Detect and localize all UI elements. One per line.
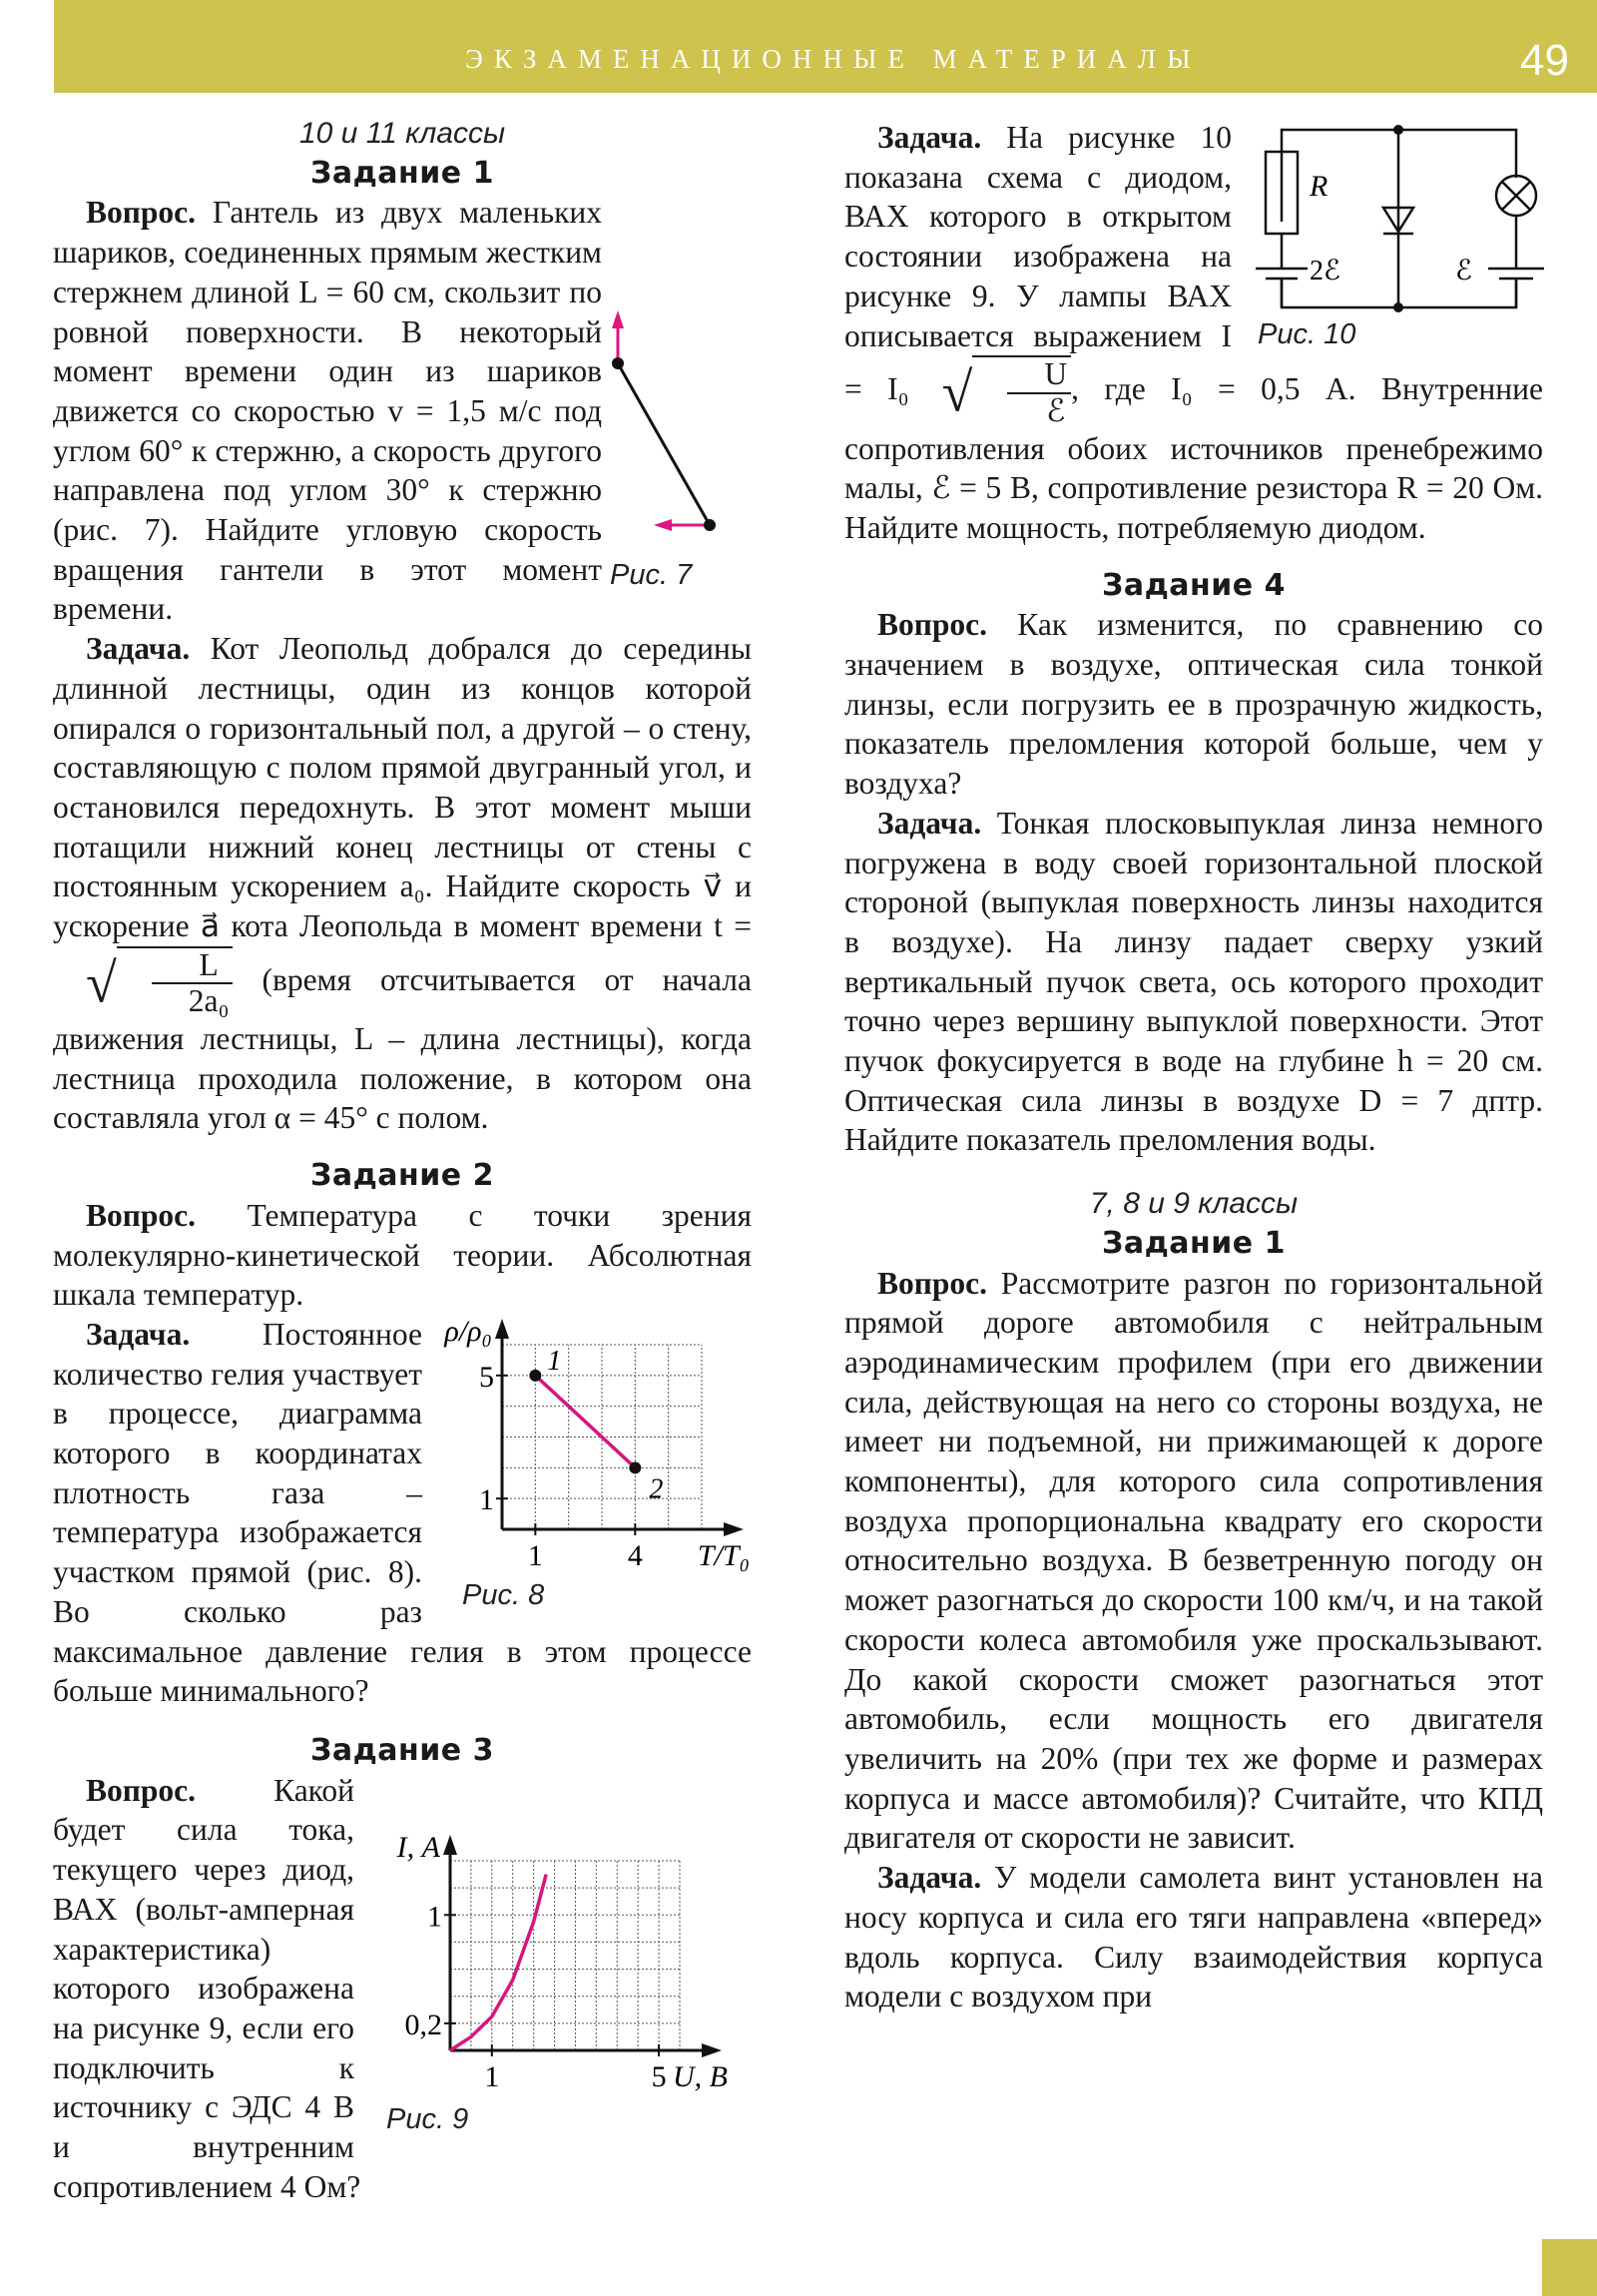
question-4: Вопрос. Как изменится, по сравнению со значением в воздухе, оптическая сила тонкой линзы, если погрузить ее в прозрачную жидкость, показатель преломления которой больше, чем у воздуха? bbox=[844, 607, 1543, 802]
circuit-diagram bbox=[1244, 118, 1543, 317]
task-title: Задание 1 bbox=[310, 155, 494, 191]
figure-caption: Рис. 7 bbox=[610, 559, 693, 592]
question-1: Вопрос. Гантель из двух маленьких шариков, соединенных прямым жестким стержнем длиной L = 60 см, скользит по ровной поверхности. В некоторый момент времени один из шариков движется со скоростью v = 1,5 м/с под углом 60° к стержню, а скорость другого направлена под углом 30° к стержню (рис. 7). Найдите угловую скорость вращения гантели в этот момент времени. bbox=[53, 195, 602, 627]
data-point bbox=[529, 1370, 541, 1382]
y-tick-label: 5 bbox=[479, 1360, 494, 1394]
task-title: Задание 4 bbox=[1102, 567, 1286, 603]
x-axis-arrow-icon bbox=[702, 2043, 722, 2057]
ball-1 bbox=[612, 357, 624, 369]
left-column bbox=[53, 114, 752, 2206]
grade-label-junior: 7, 8 и 9 классы bbox=[1089, 1187, 1299, 1221]
x-axis-arrow-icon bbox=[724, 1522, 744, 1536]
ball-2 bbox=[704, 519, 716, 531]
task-title: Задание 3 bbox=[310, 1733, 494, 1768]
density-temperature-chart bbox=[432, 1315, 752, 1574]
x-axis-label: U, В bbox=[673, 2059, 728, 2093]
x-tick-label: 1 bbox=[527, 1538, 543, 1572]
arrowhead-left-icon bbox=[654, 519, 672, 531]
arrowhead-up-icon bbox=[612, 310, 624, 328]
x-axis-label: T/T₀ bbox=[697, 1538, 750, 1572]
y-tick-label: 1 bbox=[427, 1899, 442, 1933]
problem-2: Задача. Постоянное количество гелия участвует в процессе, диаграмма которого в координатах плотность газа – температура изображается участком прямой (рис. 8). Во сколько раз максимальное давление гелия в этом процессе больше минимального? bbox=[53, 1316, 752, 1709]
task-title: Задание 2 bbox=[310, 1158, 494, 1194]
diode-iv-chart bbox=[362, 1830, 752, 2100]
problem-junior-1: Задача. У модели самолета винт установлен на носу корпуса и сила его тяги направлена «вперед» вдоль корпуса. Силу взаимодействия корпуса модели с воздухом при bbox=[844, 1860, 1543, 2014]
y-axis-label: I, А bbox=[396, 1830, 440, 1864]
corner-tab bbox=[1542, 2239, 1597, 2296]
figure-9 bbox=[362, 1830, 752, 2150]
task-title: Задание 1 bbox=[1102, 1225, 1286, 1261]
formula-sqrt: √ $\frac{L}{\text{2a₀}}$ bbox=[53, 946, 233, 1019]
figure-caption: Рис. 10 bbox=[1258, 318, 1356, 350]
figure-10 bbox=[1244, 118, 1543, 350]
source-right-label: ℰ bbox=[1455, 256, 1472, 287]
problem-3: Задача. На рисунке 10 показана схема с диодом, ВАХ которого в открытом состоянии изображена на рисунке 9. У лампы ВАХ описывается выражением I = I₀ √ $\frac{U}{\text{ℰ}}$ , где I₀ = 0,5 А. Внутренние сопротивления обоих источников пренебрежимо малы, ℰ = 5 В, сопротивление резистора R = 20 Ом. Найдите мощность, потребляемую диодом. bbox=[844, 120, 1543, 545]
y-tick-label: 0,2 bbox=[404, 2008, 442, 2041]
section-title: ЭКЗАМЕНАЦИОННЫЕ МАТЕРИАЛЫ bbox=[465, 44, 1202, 74]
resistor-label: R bbox=[1310, 170, 1329, 203]
figure-caption: Рис. 8 bbox=[462, 1578, 545, 1611]
grade-label-senior: 10 и 11 классы bbox=[298, 117, 506, 150]
question-2: Вопрос. Температура с точки зрения молекулярно-кинетической теории. Абсолютная шкала температур. bbox=[53, 1197, 752, 1313]
series-line bbox=[450, 1874, 546, 2049]
page-number: 49 bbox=[1520, 36, 1569, 85]
junction-top bbox=[1393, 125, 1403, 135]
junction-bottom bbox=[1393, 302, 1403, 312]
x-tick-label: 4 bbox=[627, 1538, 643, 1572]
problem-4: Задача. Тонкая плосковыпуклая линза немного погружена в воду своей горизонтальной плоской стороной (выпуклая поверхность линзы находится в воздухе). На линзу падает сверху узкий вертикальный пучок света, ось которого проходит точно через вершину выпуклой поверхности. Этот пучок фокусируется в воде на глубине h = 20 см. Оптическая сила линзы в воздухе D = 7 дптр. Найдите показатель преломления воды. bbox=[844, 805, 1543, 1158]
rod bbox=[618, 363, 710, 525]
figure-8 bbox=[432, 1315, 752, 1619]
formula-sqrt: √ $\frac{U}{\text{ℰ}}$ bbox=[909, 355, 1071, 428]
y-axis-arrow-icon bbox=[495, 1319, 509, 1339]
point-label: 1 bbox=[547, 1345, 562, 1377]
figure-caption: Рис. 9 bbox=[386, 2102, 469, 2135]
page-header bbox=[54, 0, 1597, 93]
x-tick-label: 1 bbox=[484, 2059, 500, 2093]
problem-1: Задача. Кот Леопольд добрался до середины длинной лестницы, один из концов которой опирался о горизонтальный пол, а другой – о стену, составляющую с полом прямой двугранный угол, и остановился передохнуть. В этот момент мыши потащили нижний конец лестницы от стены с постоянным ускорением a₀. Найдите скорость v⃗ и ускорение a⃗ кота Леопольда в момент времени t = √ $\frac{L}{\text{2a₀}}$ (время отсчитывается от начала движения лестницы, L – длина лестницы), когда лестница проходила положение, в котором она составляла угол α = 45° с полом. bbox=[53, 631, 752, 1136]
data-point bbox=[629, 1461, 641, 1473]
point-label: 2 bbox=[649, 1473, 664, 1505]
y-tick-label: 1 bbox=[479, 1483, 494, 1517]
dumbbell-diagram bbox=[602, 310, 752, 560]
question-junior-1: Вопрос. Рассмотрите разгон по горизонтальной прямой дороге автомобиля с нейтральным аэродинамическим профилем (при его движении сила, действующая на него со стороны воздуха, не имеет ни подъемной, ни прижимающей к дороге компоненты), для которого сила сопротивления воздуха пропорциональна квадрату его скорости относительно воздуха. В безветренную погоду он может разогнаться до скорости 100 км/ч, и на такой скорости колеса автомобиля уже проскальзывают. До какой скорости сможет разогнаться этот автомобиль, если мощность его двигателя увеличить на 20% (при тех же форме и размерах корпуса и массе автомобиля)? Считайте, что КПД двигателя от скорости не зависит. bbox=[844, 1265, 1543, 1856]
y-axis-label: ρ/ρ₀ bbox=[444, 1314, 492, 1348]
right-column bbox=[844, 118, 1543, 2016]
x-tick-label: 5 bbox=[651, 2059, 667, 2093]
question-3: Вопрос. Какой будет сила тока, текущего через диод, ВАХ (вольт-амперная характеристика) которого изображена на рисунке 9, если его подключить к источнику с ЭДС 4 В и внутренним сопротивлением 4 Ом? bbox=[53, 1772, 361, 2204]
series-line bbox=[535, 1376, 635, 1468]
source-left-label: 2ℰ bbox=[1310, 256, 1340, 287]
figure-7 bbox=[602, 310, 752, 600]
